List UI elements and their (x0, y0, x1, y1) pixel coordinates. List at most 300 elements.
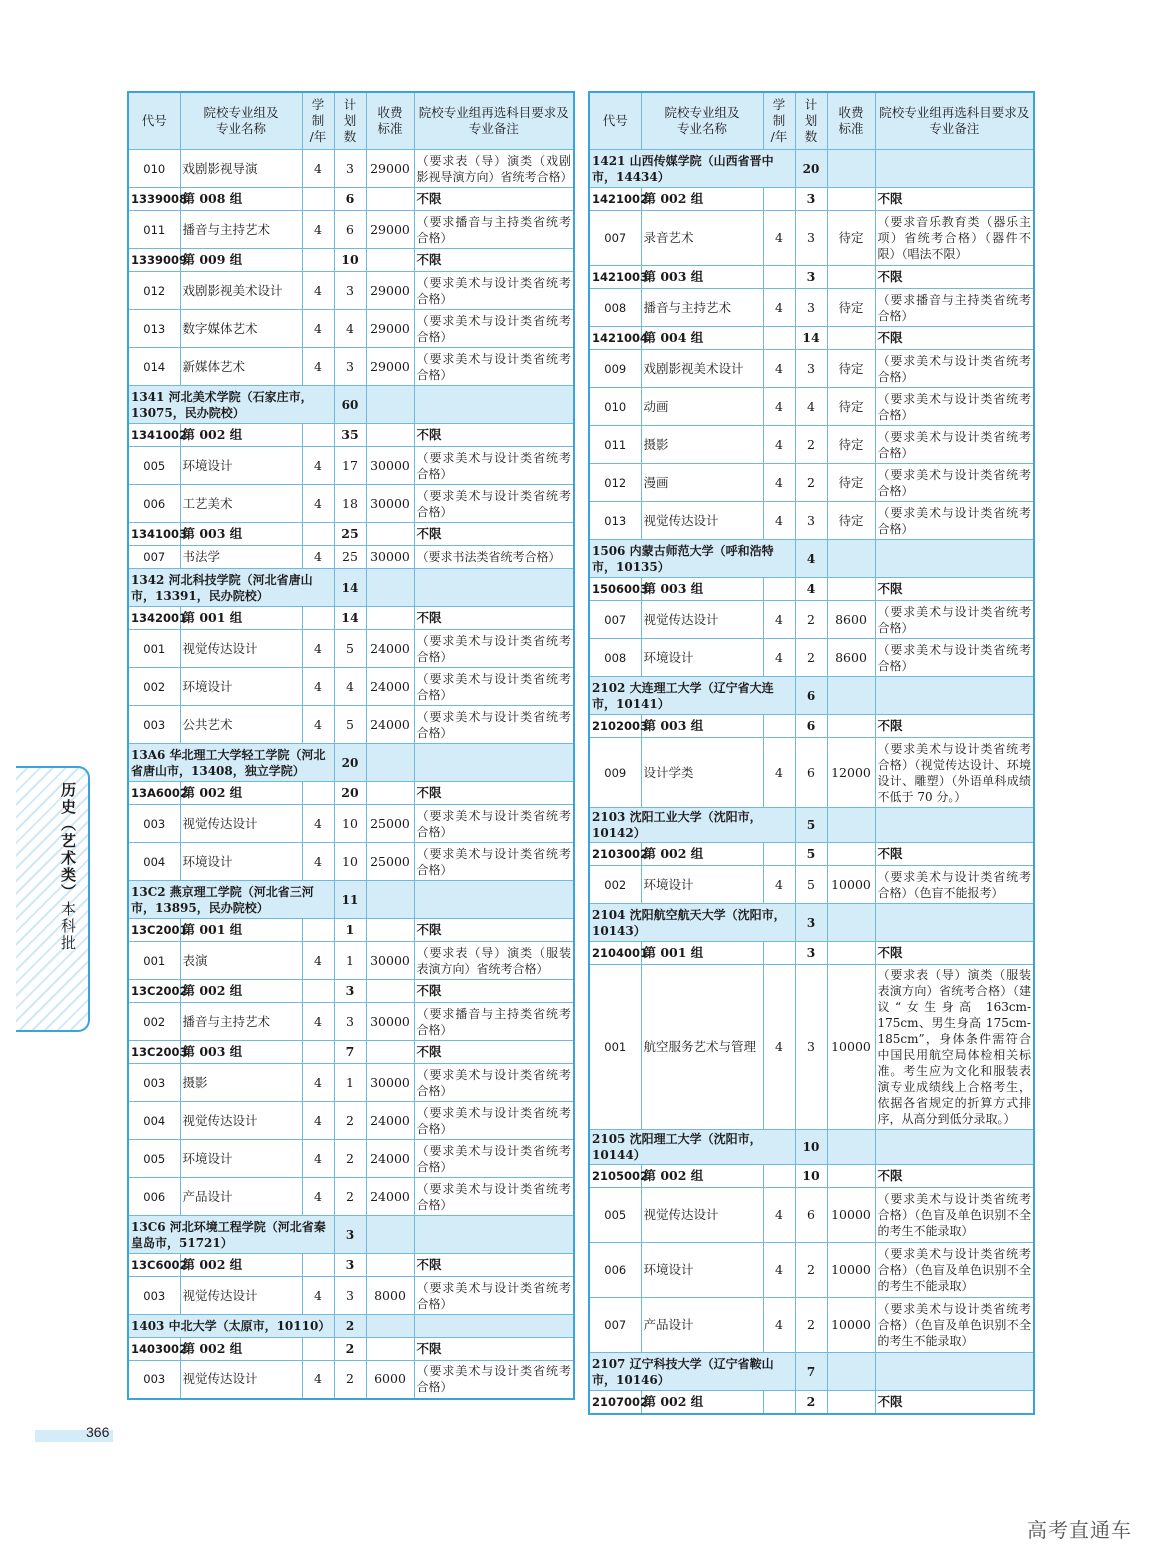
school-row (128, 1315, 574, 1338)
major-row (589, 289, 1034, 327)
major-plan: 6 (795, 738, 827, 808)
school-plan: 7 (795, 1353, 827, 1391)
major-name: 产品设计 (641, 1298, 763, 1353)
major-code: 010 (589, 388, 641, 426)
school-row (128, 881, 574, 919)
major-plan: 5 (334, 630, 366, 668)
major-fee: 24000 (366, 668, 414, 706)
major-note: （要求美术与设计类省统考合格） (414, 272, 574, 310)
major-name: 工艺美术 (180, 485, 302, 523)
major-row (128, 272, 574, 310)
group-name: 第 001 组 (641, 942, 763, 965)
header-plan: 计 划 数 (795, 92, 827, 150)
group-note: 不限 (414, 523, 574, 546)
group-name: 第 002 组 (180, 980, 302, 1003)
group-plan: 3 (795, 942, 827, 965)
group-plan: 3 (334, 1254, 366, 1277)
header-notes: 院校专业组再选科目要求及 专业备注 (414, 92, 574, 150)
school-row (128, 744, 574, 782)
school-row (589, 1130, 1034, 1165)
major-name: 播音与主持艺术 (180, 211, 302, 249)
major-years: 4 (302, 1277, 334, 1315)
group-years-empty (302, 249, 334, 272)
major-row (589, 1298, 1034, 1353)
major-row (128, 1361, 574, 1399)
group-code: 1421002 (589, 188, 641, 211)
major-years: 4 (302, 447, 334, 485)
major-note: （要求美术与设计类省统考合格） (875, 601, 1034, 639)
group-name: 第 001 组 (180, 607, 302, 630)
header-code: 代号 (589, 92, 641, 150)
group-fee-empty (366, 1041, 414, 1064)
major-row (128, 546, 574, 569)
major-fee: 8600 (827, 639, 875, 677)
major-years: 4 (763, 601, 795, 639)
major-years: 4 (763, 738, 795, 808)
group-fee-empty (827, 188, 875, 211)
major-code: 003 (128, 1064, 180, 1102)
group-fee-empty (827, 327, 875, 350)
major-note: （要求美术与设计类省统考合格） (414, 485, 574, 523)
major-row (128, 942, 574, 980)
major-code: 005 (128, 447, 180, 485)
group-years-empty (302, 980, 334, 1003)
major-note: （要求美术与设计类省统考合格） (414, 805, 574, 843)
group-fee-empty (827, 942, 875, 965)
major-fee: 待定 (827, 289, 875, 327)
group-note: 不限 (414, 1254, 574, 1277)
group-plan: 5 (795, 843, 827, 866)
major-row (128, 1140, 574, 1178)
group-fee-empty (827, 715, 875, 738)
group-plan: 10 (334, 249, 366, 272)
major-fee: 30000 (366, 1064, 414, 1102)
major-note: （要求美术与设计类省统考合格） (414, 1102, 574, 1140)
major-code: 011 (589, 426, 641, 464)
group-fee-empty (827, 1165, 875, 1188)
major-note: （要求美术与设计类省统考合格） (414, 1178, 574, 1216)
major-row (128, 485, 574, 523)
major-row (128, 1178, 574, 1216)
major-code: 011 (128, 211, 180, 249)
school-fee-empty (366, 1315, 414, 1338)
major-fee: 30000 (366, 1003, 414, 1041)
group-years-empty (763, 843, 795, 866)
group-note: 不限 (875, 843, 1034, 866)
major-row (128, 1277, 574, 1315)
group-plan: 6 (334, 188, 366, 211)
group-note: 不限 (875, 578, 1034, 601)
group-plan: 25 (334, 523, 366, 546)
side-tab-subject: 历史（艺术类） (59, 782, 77, 901)
major-years: 4 (302, 706, 334, 744)
major-name: 环境设计 (180, 1140, 302, 1178)
major-name: 播音与主持艺术 (641, 289, 763, 327)
major-plan: 25 (334, 546, 366, 569)
page-number: 366 (86, 1424, 110, 1440)
major-name: 视觉传达设计 (641, 502, 763, 540)
major-fee: 待定 (827, 502, 875, 540)
group-plan: 2 (334, 1338, 366, 1361)
side-tab-batch: 本科批 (59, 901, 77, 952)
group-row (589, 578, 1034, 601)
group-code: 1342001 (128, 607, 180, 630)
header-notes: 院校专业组再选科目要求及 专业备注 (875, 92, 1034, 150)
major-plan: 3 (334, 1277, 366, 1315)
major-code: 010 (128, 150, 180, 188)
group-fee-empty (827, 266, 875, 289)
group-plan: 4 (795, 578, 827, 601)
major-note: （要求美术与设计类省统考合格） (875, 426, 1034, 464)
major-name: 设计学类 (641, 738, 763, 808)
group-name: 第 004 组 (641, 327, 763, 350)
group-code: 1339009 (128, 249, 180, 272)
major-years: 4 (302, 1003, 334, 1041)
group-fee-empty (827, 1391, 875, 1414)
group-row (589, 327, 1034, 350)
major-name: 视觉传达设计 (641, 601, 763, 639)
major-plan: 2 (334, 1361, 366, 1399)
group-name: 第 002 组 (641, 1391, 763, 1414)
major-row (589, 639, 1034, 677)
major-name: 动画 (641, 388, 763, 426)
group-row (128, 523, 574, 546)
major-row (589, 1243, 1034, 1298)
major-years: 4 (302, 1102, 334, 1140)
major-years: 4 (302, 310, 334, 348)
group-years-empty (763, 188, 795, 211)
group-years-empty (302, 782, 334, 805)
major-note: （要求播音与主持类省统考合格） (875, 289, 1034, 327)
major-code: 007 (589, 601, 641, 639)
school-row (128, 569, 574, 607)
group-note: 不限 (875, 715, 1034, 738)
major-code: 001 (128, 942, 180, 980)
major-years: 4 (302, 272, 334, 310)
group-note: 不限 (875, 266, 1034, 289)
school-plan: 4 (795, 540, 827, 578)
school-fee-empty (827, 540, 875, 578)
major-years: 4 (302, 668, 334, 706)
major-fee: 30000 (366, 447, 414, 485)
major-row (589, 211, 1034, 266)
major-plan: 6 (334, 211, 366, 249)
school-fee-empty (366, 744, 414, 782)
group-code: 1421003 (589, 266, 641, 289)
major-plan: 1 (334, 942, 366, 980)
major-years: 4 (302, 150, 334, 188)
group-years-empty (302, 424, 334, 447)
school-note-empty (875, 904, 1034, 942)
major-years: 4 (302, 211, 334, 249)
group-fee-empty (366, 607, 414, 630)
major-note: （要求美术与设计类省统考合格） (414, 1140, 574, 1178)
major-fee: 29000 (366, 150, 414, 188)
major-plan: 6 (795, 1188, 827, 1243)
major-row (128, 1102, 574, 1140)
major-note: （要求书法类省统考合格） (414, 546, 574, 569)
major-plan: 2 (795, 1298, 827, 1353)
admission-table-right (588, 91, 1035, 1415)
group-note: 不限 (875, 1391, 1034, 1414)
group-name: 第 003 组 (180, 523, 302, 546)
major-note: （要求美术与设计类省统考合格）（视觉传达设计、环境设计、雕塑）（外语单科成绩不低于 70 分。） (875, 738, 1034, 808)
major-plan: 18 (334, 485, 366, 523)
major-years: 4 (763, 350, 795, 388)
group-code: 2102003 (589, 715, 641, 738)
group-fee-empty (366, 188, 414, 211)
major-name: 产品设计 (180, 1178, 302, 1216)
major-name: 航空服务艺术与管理 (641, 965, 763, 1130)
school-row (589, 150, 1034, 188)
group-years-empty (763, 715, 795, 738)
school-row (128, 1216, 574, 1254)
group-plan: 14 (334, 607, 366, 630)
major-code: 008 (589, 289, 641, 327)
school-plan: 5 (795, 808, 827, 843)
major-years: 4 (302, 348, 334, 386)
major-row (589, 965, 1034, 1130)
group-note: 不限 (414, 1041, 574, 1064)
group-plan: 3 (795, 266, 827, 289)
major-note: （要求美术与设计类省统考合格） (414, 1277, 574, 1315)
group-name: 第 003 组 (641, 266, 763, 289)
group-plan: 20 (334, 782, 366, 805)
major-fee: 24000 (366, 1178, 414, 1216)
group-years-empty (763, 942, 795, 965)
major-row (589, 866, 1034, 904)
group-note: 不限 (414, 188, 574, 211)
major-note: （要求美术与设计类省统考合格） (414, 310, 574, 348)
major-row (128, 843, 574, 881)
school-fee-empty (366, 386, 414, 424)
group-fee-empty (366, 424, 414, 447)
group-fee-empty (366, 782, 414, 805)
group-code: 13C2003 (128, 1041, 180, 1064)
major-fee: 12000 (827, 738, 875, 808)
group-code: 1341002 (128, 424, 180, 447)
major-plan: 2 (795, 1243, 827, 1298)
major-note: （要求美术与设计类省统考合格） (875, 464, 1034, 502)
major-fee: 30000 (366, 485, 414, 523)
school-name: 1421 山西传媒学院（山西省晋中市，14434） (589, 150, 795, 188)
header-plan: 计 划 数 (334, 92, 366, 150)
watermark-text: 高考直通车 (1027, 1518, 1132, 1542)
group-years-empty (302, 1254, 334, 1277)
school-fee-empty (827, 904, 875, 942)
major-fee: 待定 (827, 211, 875, 266)
group-code: 13A6002 (128, 782, 180, 805)
major-plan: 3 (795, 965, 827, 1130)
major-name: 播音与主持艺术 (180, 1003, 302, 1041)
header-code: 代号 (128, 92, 180, 150)
major-plan: 3 (334, 348, 366, 386)
group-note: 不限 (875, 1165, 1034, 1188)
major-fee: 29000 (366, 211, 414, 249)
major-name: 视觉传达设计 (180, 1277, 302, 1315)
major-note: （要求美术与设计类省统考合格）（色盲及单色识别不全的考生不能录取） (875, 1243, 1034, 1298)
major-fee: 待定 (827, 388, 875, 426)
group-row (128, 424, 574, 447)
header-fee: 收费 标准 (366, 92, 414, 150)
group-name: 第 003 组 (180, 1041, 302, 1064)
major-row (128, 211, 574, 249)
major-name: 视觉传达设计 (180, 805, 302, 843)
group-plan: 6 (795, 715, 827, 738)
major-fee: 24000 (366, 1102, 414, 1140)
school-name: 2102 大连理工大学（辽宁省大连市，10141） (589, 677, 795, 715)
group-note: 不限 (414, 782, 574, 805)
major-plan: 4 (795, 388, 827, 426)
group-code: 1421004 (589, 327, 641, 350)
school-note-empty (875, 150, 1034, 188)
group-years-empty (763, 266, 795, 289)
major-row (128, 348, 574, 386)
school-note-empty (414, 569, 574, 607)
school-fee-empty (827, 677, 875, 715)
group-plan: 14 (795, 327, 827, 350)
major-code: 002 (128, 1003, 180, 1041)
group-name: 第 002 组 (641, 188, 763, 211)
header-name: 院校专业组及 专业名称 (641, 92, 763, 150)
header-name: 院校专业组及 专业名称 (180, 92, 302, 150)
group-row (589, 266, 1034, 289)
major-name: 录音艺术 (641, 211, 763, 266)
school-note-empty (414, 1216, 574, 1254)
major-code: 014 (128, 348, 180, 386)
school-name: 1342 河北科技学院（河北省唐山市，13391，民办院校） (128, 569, 334, 607)
major-name: 环境设计 (180, 447, 302, 485)
group-row (128, 980, 574, 1003)
group-plan: 1 (334, 919, 366, 942)
major-years: 4 (763, 965, 795, 1130)
major-plan: 3 (795, 350, 827, 388)
group-name: 第 002 组 (180, 1254, 302, 1277)
school-fee-empty (827, 150, 875, 188)
group-code: 1341003 (128, 523, 180, 546)
group-name: 第 003 组 (641, 715, 763, 738)
group-fee-empty (366, 919, 414, 942)
major-row (589, 350, 1034, 388)
group-row (589, 1165, 1034, 1188)
group-row (128, 188, 574, 211)
major-note: （要求美术与设计类省统考合格） (875, 502, 1034, 540)
major-plan: 3 (334, 150, 366, 188)
school-row (589, 1353, 1034, 1391)
group-fee-empty (366, 1338, 414, 1361)
group-code: 2104001 (589, 942, 641, 965)
major-code: 001 (589, 965, 641, 1130)
major-note: （要求美术与设计类省统考合格） (414, 630, 574, 668)
major-years: 4 (302, 1178, 334, 1216)
major-code: 004 (128, 843, 180, 881)
major-years: 4 (763, 211, 795, 266)
major-row (589, 601, 1034, 639)
major-name: 视觉传达设计 (641, 1188, 763, 1243)
major-plan: 2 (795, 639, 827, 677)
major-plan: 3 (334, 272, 366, 310)
major-fee: 10000 (827, 1188, 875, 1243)
group-note: 不限 (875, 327, 1034, 350)
group-name: 第 003 组 (641, 578, 763, 601)
group-years-empty (302, 188, 334, 211)
school-fee-empty (827, 808, 875, 843)
school-name: 1341 河北美术学院（石家庄市，13075，民办院校） (128, 386, 334, 424)
major-years: 4 (302, 1361, 334, 1399)
school-fee-empty (366, 569, 414, 607)
school-fee-empty (366, 1216, 414, 1254)
group-years-empty (302, 1338, 334, 1361)
major-code: 012 (128, 272, 180, 310)
group-note: 不限 (414, 607, 574, 630)
group-plan: 35 (334, 424, 366, 447)
group-row (128, 607, 574, 630)
header-years: 学 制 /年 (302, 92, 334, 150)
major-years: 4 (763, 502, 795, 540)
major-note: （要求音乐教育类（器乐主项）省统考合格）（器件不限）（唱法不限） (875, 211, 1034, 266)
major-fee: 30000 (366, 942, 414, 980)
major-code: 008 (589, 639, 641, 677)
major-years: 4 (302, 805, 334, 843)
school-plan: 10 (795, 1130, 827, 1165)
group-code: 1506003 (589, 578, 641, 601)
major-note: （要求美术与设计类省统考合格） (414, 447, 574, 485)
major-fee: 25000 (366, 805, 414, 843)
major-fee: 24000 (366, 1140, 414, 1178)
major-name: 摄影 (641, 426, 763, 464)
major-plan: 2 (795, 464, 827, 502)
group-years-empty (302, 607, 334, 630)
group-code: 2103002 (589, 843, 641, 866)
school-plan: 20 (334, 744, 366, 782)
school-note-empty (875, 1130, 1034, 1165)
major-name: 环境设计 (641, 1243, 763, 1298)
major-code: 012 (589, 464, 641, 502)
major-plan: 3 (795, 289, 827, 327)
school-name: 13C6 河北环境工程学院（河北省秦皇岛市，51721） (128, 1216, 334, 1254)
school-name: 2107 辽宁科技大学（辽宁省鞍山市，10146） (589, 1353, 795, 1391)
major-plan: 2 (795, 601, 827, 639)
school-name: 1403 中北大学（太原市，10110） (128, 1315, 334, 1338)
group-plan: 2 (795, 1391, 827, 1414)
major-years: 4 (763, 866, 795, 904)
major-row (589, 388, 1034, 426)
major-note: （要求播音与主持类省统考合格） (414, 211, 574, 249)
school-row (128, 386, 574, 424)
major-years: 4 (302, 942, 334, 980)
major-code: 013 (589, 502, 641, 540)
major-row (589, 426, 1034, 464)
major-plan: 2 (795, 426, 827, 464)
school-plan: 3 (334, 1216, 366, 1254)
major-plan: 5 (795, 866, 827, 904)
major-years: 4 (302, 485, 334, 523)
major-row (589, 502, 1034, 540)
major-years: 4 (763, 388, 795, 426)
major-name: 漫画 (641, 464, 763, 502)
major-fee: 24000 (366, 706, 414, 744)
group-row (128, 782, 574, 805)
major-fee: 10000 (827, 1243, 875, 1298)
major-years: 4 (302, 630, 334, 668)
major-note: （要求美术与设计类省统考合格） (875, 350, 1034, 388)
major-years: 4 (763, 464, 795, 502)
major-code: 005 (128, 1140, 180, 1178)
major-fee: 10000 (827, 1298, 875, 1353)
major-years: 4 (302, 1140, 334, 1178)
group-years-empty (302, 919, 334, 942)
school-plan: 14 (334, 569, 366, 607)
